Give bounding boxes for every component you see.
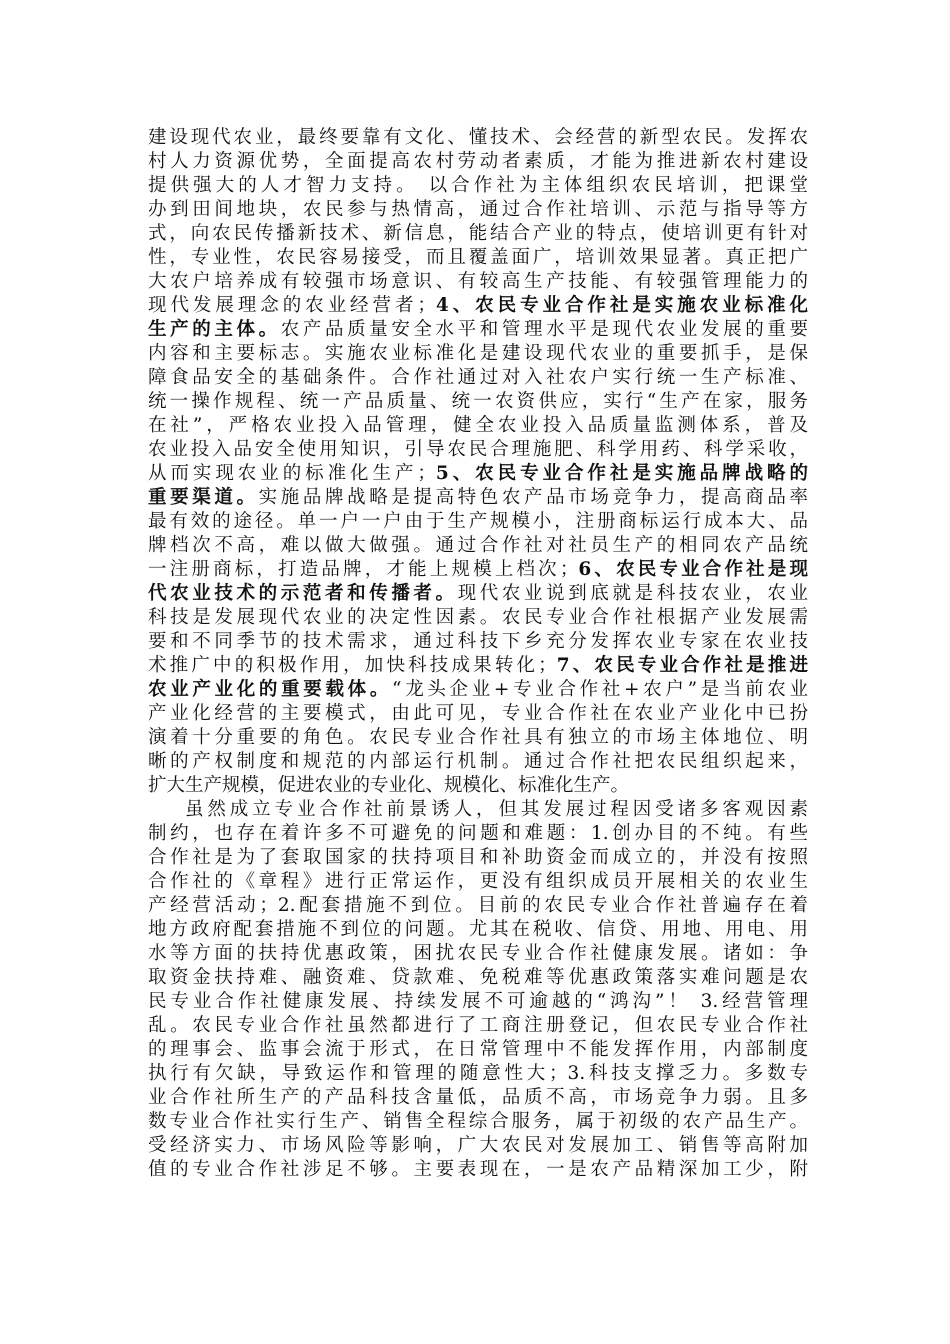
text-line (148, 654, 808, 678)
text-line (148, 126, 808, 150)
body-text: 内容和主要标志。实施农业标准化是建设现代农业的重要抓手，是保 (148, 343, 808, 364)
text-line (148, 174, 808, 198)
body-text: 业合作社所生产的产品科技含量低，品质不高，市场竞争力弱。且多 (148, 1087, 808, 1108)
text-line (148, 222, 808, 246)
body-text: 术推广中的积极作用，加快科技成果转化； (148, 655, 557, 676)
body-text: 建设现代农业，最终要靠有文化、懂技术、会经营的新型农民。发挥农 (148, 127, 808, 148)
body-text: 农业投入品安全使用知识，引导农民合理施肥、科学用药、科学采收， (148, 439, 808, 460)
text-line (148, 534, 808, 558)
body-text: 合作社是为了套取国家的扶持项目和补助资金而成立的，并没有按照 (148, 847, 808, 868)
paragraph-problems (148, 798, 808, 1182)
body-text: 村人力资源优势，全面提高农村劳动者素质，才能为推进新农村建设 (148, 151, 808, 172)
text-line (148, 462, 808, 486)
body-text: 一注册商标，打造品牌，才能上规模上档次； (148, 559, 579, 580)
text-line (148, 702, 808, 726)
body-text: 大农户培养成有较强市场意识、有较高生产技能、有较强管理能力的 (148, 271, 808, 292)
text-line (148, 1062, 808, 1086)
text-line (148, 630, 808, 654)
body-text: 提供强大的人才智力支持。 以合作社为主体组织农民培训，把课堂 (148, 175, 808, 196)
text-line (148, 990, 808, 1014)
text-line (148, 486, 808, 510)
body-text: 晰的产权制度和规范的内部运行机制。通过合作社把农民组织起来， (148, 751, 808, 772)
body-text: 统一操作规程、统一产品质量、统一农资供应，实行“生产在家，服务 (148, 391, 808, 412)
body-text: 受经济实力、市场风险等影响，广大农民对发展加工、销售等高附加 (148, 1135, 808, 1156)
text-line (148, 966, 808, 990)
text-line (148, 606, 808, 630)
text-line (148, 822, 808, 846)
text-line (148, 678, 808, 702)
text-line (148, 798, 808, 822)
body-text: 从而实现农业的标准化生产； (148, 463, 436, 484)
text-line (148, 942, 808, 966)
text-line (148, 1086, 808, 1110)
body-text: 地方政府配套措施不到位的问题。尤其在税收、信贷、用地、用电、用 (148, 919, 808, 940)
body-text: 值的专业合作社涉足不够。主要表现在，一是农产品精深加工少，附 (148, 1159, 808, 1180)
body-text: 制约，也存在着许多不可避免的问题和难题：1.创办目的不纯。有些 (148, 823, 808, 844)
text-line (148, 774, 808, 798)
text-line (148, 1110, 808, 1134)
body-text: 民专业合作社健康发展、持续发展不可逾越的“鸿沟”！ 3.经营管理 (148, 991, 808, 1012)
text-line (148, 150, 808, 174)
body-text: 虽然成立专业合作社前景诱人，但其发展过程因受诸多客观因素 (185, 799, 808, 820)
body-text: “龙头企业+专业合作社+农户”是当前农业 (392, 679, 808, 700)
body-text: 式，向农民传播新技术、新信息，能结合产业的特点，使培训更有针对 (148, 223, 808, 244)
bold-heading-text: 重要渠道。 (148, 487, 259, 508)
text-line (148, 582, 808, 606)
text-line (148, 318, 808, 342)
text-line (148, 726, 808, 750)
document-page (148, 126, 808, 1182)
body-text: 要和不同季节的技术需求，通过科技下乡充分发挥农业专家在农业技 (148, 631, 808, 652)
body-text: 产经营活动；2.配套措施不到位。目前的农民专业合作社普遍存在着 (148, 895, 808, 916)
body-text: 扩大生产规模，促进农业的专业化、规模化、标准化生产。 (148, 775, 630, 796)
text-line (148, 1158, 808, 1182)
bold-heading-text: 农业产业化的重要载体。 (148, 679, 393, 700)
text-line (148, 438, 808, 462)
body-text: 障食品安全的基础条件。合作社通过对入社农户实行统一生产标准、 (148, 367, 808, 388)
text-line (148, 750, 808, 774)
text-line (148, 846, 808, 870)
text-line (148, 1038, 808, 1062)
body-text: 办到田间地块，农民参与热情高，通过合作社培训、示范与指导等方 (148, 199, 808, 220)
body-text: 性，专业性，农民容易接受，而且覆盖面广，培训效果显著。真正把广 (148, 247, 808, 268)
bold-heading-text: 4、农民专业合作社是实施农业标准化 (435, 295, 808, 316)
body-text: 取资金扶持难、融资难、贷款难、免税难等优惠政策落实难问题是农 (148, 967, 808, 988)
text-line (148, 198, 808, 222)
text-line (148, 342, 808, 366)
body-text: 现代发展理念的农业经营者； (148, 295, 436, 316)
body-text: 的理事会、监事会流于形式，在日常管理中不能发挥作用，内部制度 (148, 1039, 808, 1060)
text-line (148, 1014, 808, 1038)
paragraph-benefits (148, 126, 808, 798)
text-line (148, 390, 808, 414)
body-text: 合作社的《章程》进行正常运作，更没有组织成员开展相关的农业生 (148, 871, 808, 892)
body-text: 在社”，严格农业投入品管理，健全农业投入品质量监测体系，普及 (148, 415, 808, 436)
body-text: 农产品质量安全水平和管理水平是现代农业发展的重要 (280, 319, 808, 340)
text-line (148, 366, 808, 390)
bold-heading-text: 7、农民专业合作社是推进 (556, 655, 808, 676)
text-line (148, 870, 808, 894)
body-text: 产业化经营的主要模式，由此可见，专业合作社在农业产业化中已扮 (148, 703, 808, 724)
body-text: 现代农业说到底就是科技农业，农业 (457, 583, 808, 604)
bold-heading-text: 代农业技术的示范者和传播者。 (148, 583, 458, 604)
body-text: 执行有欠缺，导致运作和管理的随意性大；3.科技支撑乏力。多数专 (148, 1063, 808, 1084)
body-text: 乱。农民专业合作社虽然都进行了工商注册登记，但农民专业合作社 (148, 1015, 808, 1036)
text-line (148, 918, 808, 942)
bold-heading-text: 生产的主体。 (148, 319, 281, 340)
body-text: 最有效的途径。单一户一户由于生产规模小，注册商标运行成本大、品 (148, 511, 808, 532)
body-text: 牌档次不高，难以做大做强。通过合作社对社员生产的相同农产品统 (148, 535, 808, 556)
text-line (148, 414, 808, 438)
body-text: 演着十分重要的角色。农民专业合作社具有独立的市场主体地位、明 (148, 727, 808, 748)
body-text: 实施品牌战略是提高特色农产品市场竞争力，提高商品率 (258, 487, 808, 508)
body-text: 水等方面的扶持优惠政策，困扰农民专业合作社健康发展。诸如：争 (148, 943, 808, 964)
text-line (148, 294, 808, 318)
text-line (148, 558, 808, 582)
text-line (148, 246, 808, 270)
bold-heading-text: 5、农民专业合作社是实施品牌战略的 (435, 463, 808, 484)
bold-heading-text: 6、农民专业合作社是现 (578, 559, 808, 580)
body-text: 数专业合作社实行生产、销售全程综合服务，属于初级的农产品生产。 (148, 1111, 808, 1132)
text-line (148, 1134, 808, 1158)
text-line (148, 510, 808, 534)
body-text: 科技是发展现代农业的决定性因素。农民专业合作社根据产业发展需 (148, 607, 808, 628)
text-line (148, 270, 808, 294)
text-line (148, 894, 808, 918)
